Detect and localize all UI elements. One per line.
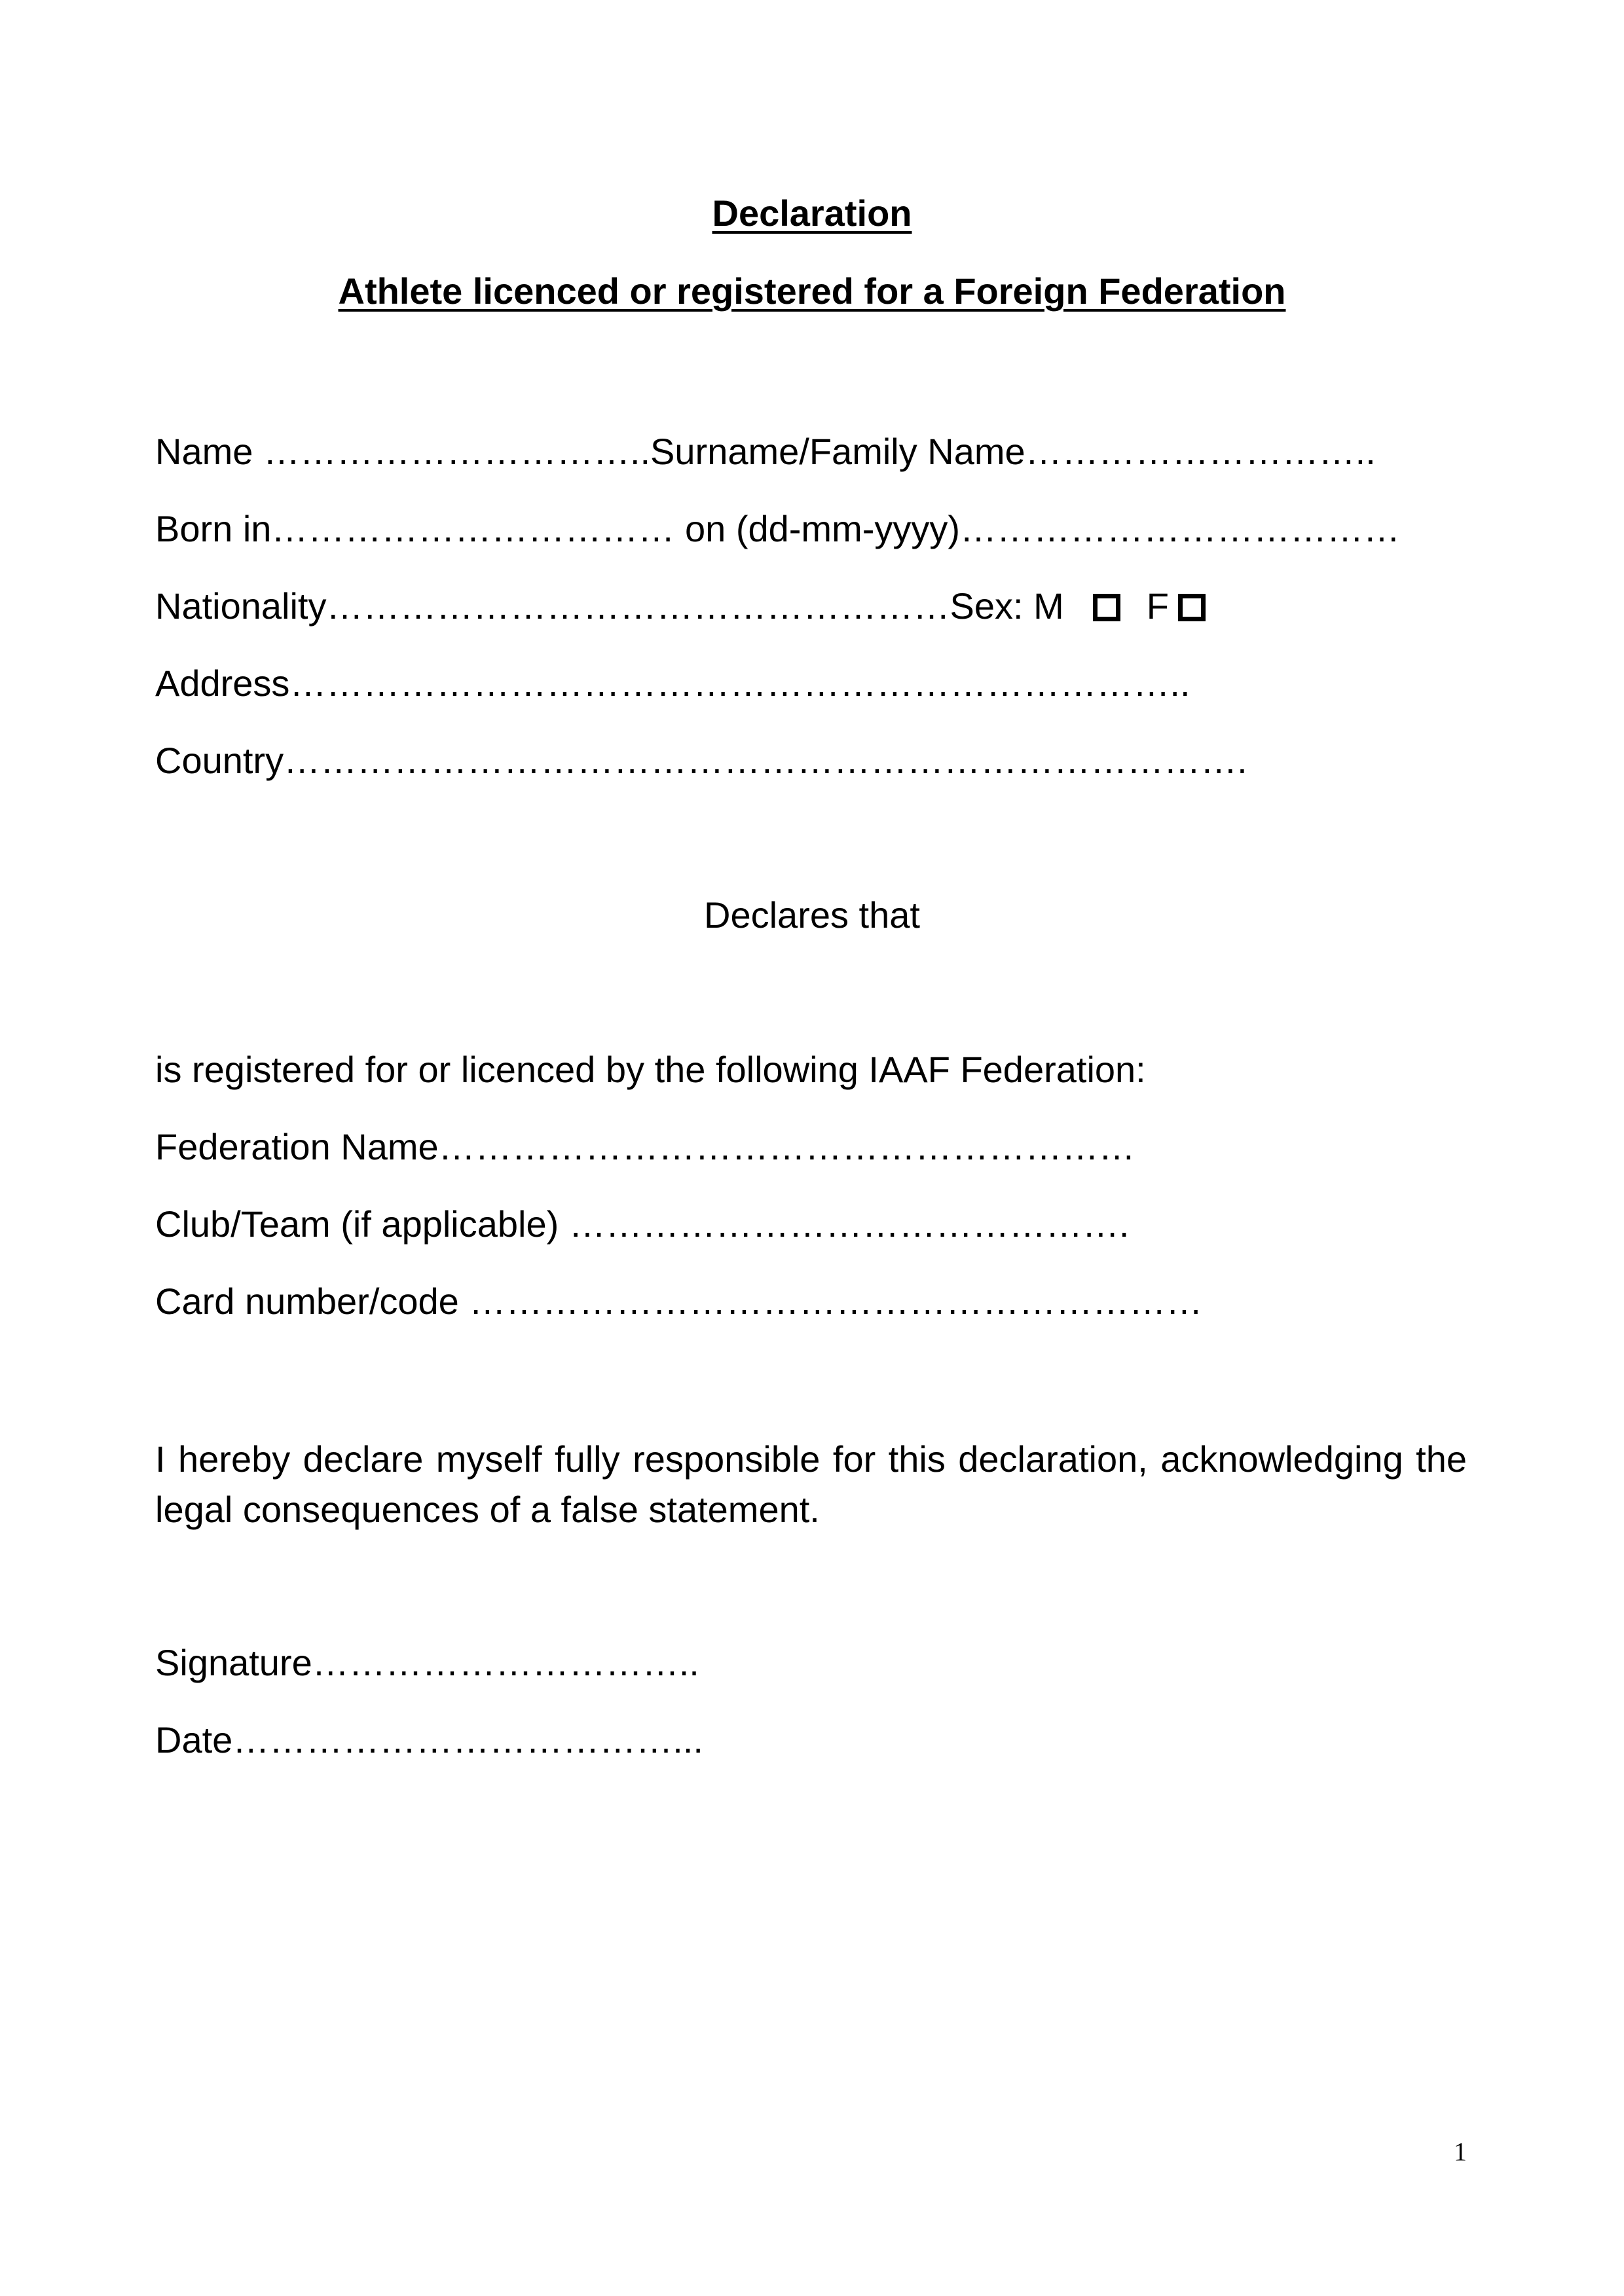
federation-name-field-line[interactable]: Federation Name………………………………………………… [155, 1126, 1135, 1167]
nationality-sex-line [155, 583, 1206, 629]
nationality-field[interactable]: Nationality……………………………………………Sex: M [155, 585, 1064, 627]
registered-intro-text: is registered for or licenced by the following IAAF Federation: [155, 1049, 1146, 1090]
document-title: Declaration [712, 192, 912, 234]
name-field-line[interactable]: Name …………………………..Surname/Family Name……………………….. [155, 431, 1376, 472]
declares-that-heading: Declares that [704, 894, 920, 936]
country-field-line[interactable]: Country……………………………………………………………………. [155, 740, 1247, 781]
sex-male-checkbox[interactable] [1093, 594, 1120, 621]
page-number: 1 [1454, 2137, 1467, 2166]
club-team-field-line[interactable]: Club/Team (if applicable) ………………………………………. [155, 1203, 1130, 1245]
responsibility-statement: I hereby declare myself fully responsible for this declaration, acknowledging the legal consequences of a false statement. [155, 1438, 1467, 1530]
signature-field-line[interactable]: Signature………………………….. [155, 1642, 699, 1683]
sex-female-checkbox[interactable] [1178, 594, 1206, 621]
born-field-line[interactable]: Born in…………………………… on (dd-mm-yyyy)……………………………… [155, 508, 1401, 549]
address-field-line[interactable]: Address……………………………………………………………….. [155, 663, 1190, 704]
sex-female-label: F [1146, 585, 1169, 627]
date-field-line[interactable]: Date………………………………... [155, 1719, 703, 1760]
document-subtitle: Athlete licenced or registered for a Foreign Federation [338, 270, 1286, 312]
card-number-field-line[interactable]: Card number/code …………………………………………………… [155, 1281, 1203, 1322]
